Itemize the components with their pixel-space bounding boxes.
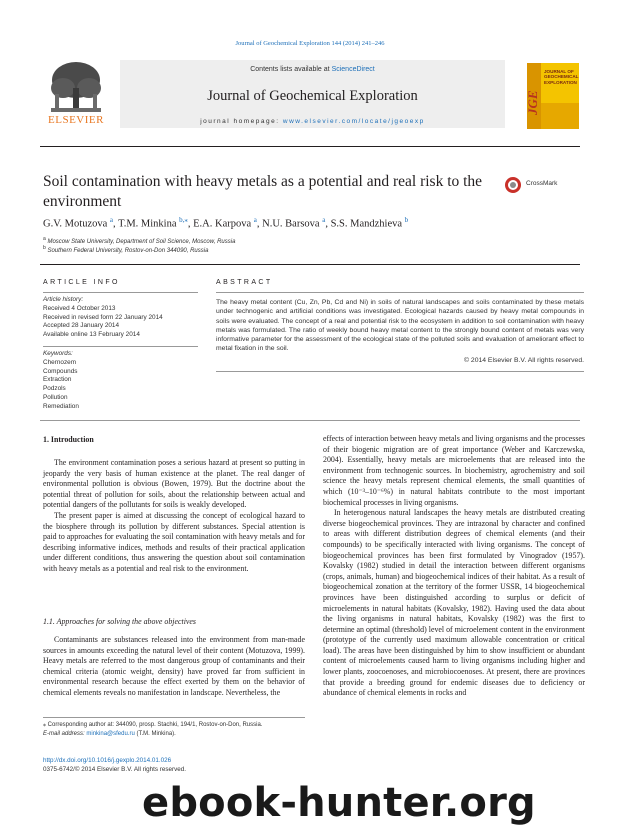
keywords-label: Keywords: <box>43 350 73 357</box>
body-paragraph: effects of interaction between heavy metals and living organisms and the processes of their biogenic migration are of great importance (Weber and Karczewska, 2004). Essentially, heavy metals are microelements that are released into the environment from technogenic sources. In biochemistry, agrochemistry and soil science the heavy metals represent chemical elements, the small quantities of which (10⁻³–10⁻⁶%) in natural habitats contribute to the most important biochemical processes in living organisms. <box>323 434 585 507</box>
body-paragraph: In heterogenous natural landscapes the heavy metals are distributed creating diverse biogeochemical provinces. They are intrazonal by character and confined to areas with different distribution degrees of chemical elements (and their compounds) to be specifically interacted with living organisms. The concept of biogeochemical provinces has been first formulated by Vinogradov (1957). Kovalsky (1982) studied in detail the interaction between different organisms (crops, animals, human) and biogeochemical indices of their habitat. As a result of biogeochemical zonation at the territory of the former USSR, 14 biogeochemical provinces have been distinguished according to surplus or deficit of microelements in natural habitats (Kovalsky, 1982). Having used the data about the living organisms in natural habitats, Kovalsky (1982) was the first to determine an optimal (threshold) level of microelement content in the environment (prototype of the currently used maximum allowable concentration or critical load). The areas have been distinguished by him to show insufficient or abundant content of microelements caused harm to living organisms including higher and lower plants, zoocoenoses, and microbiocoenoses. At present, there are provinces that provide a breeding ground for endemic diseases due to deficiency or abundance of chemical elements in rocks and <box>323 508 585 698</box>
homepage-prefix: journal homepage: <box>200 118 283 125</box>
body-column-right <box>323 434 585 699</box>
keyword: Chernozem <box>43 358 77 366</box>
author-affil-sup[interactable]: a <box>322 216 326 224</box>
journal-title: Journal of Geochemical Exploration <box>207 88 418 104</box>
abstract-copyright: © 2014 Elsevier B.V. All rights reserved. <box>464 357 584 364</box>
email-label: E-mail address: <box>43 731 87 737</box>
watermark: ebook-hunter.org <box>142 780 536 826</box>
author-name[interactable]: G.V. Motuzova <box>43 218 108 230</box>
issn-line: 0375-6742/© 2014 Elsevier B.V. All rights reserved. <box>43 765 187 773</box>
author-name[interactable]: S.S. Mandzhieva <box>330 218 403 230</box>
keyword: Remediation <box>43 402 79 410</box>
contents-availability <box>120 66 505 73</box>
history-item: Received 4 October 2013 <box>43 304 116 312</box>
body-paragraph: The present paper is aimed at discussing the concept of ecological hazard to the biosphere through its pollution by different substances. Special attention is paid to approaches for evaluating the soil contamination with heavy metals and for describing informative indices, methods and results of their practical application under different conditions, thus answering the question about soil contamination with heavy metals as a potential and real risk to the environment. <box>43 510 305 573</box>
header-rule <box>40 146 580 147</box>
author-name[interactable]: N.U. Barsova <box>262 218 320 230</box>
abstract-heading: ABSTRACT <box>216 279 273 286</box>
body-column-left <box>43 458 305 575</box>
author-list: G.V. Motuzova $^a$, T.M. Minkina $^{b,⁎}$, E.A. Karpova $^a$, N.U. Barsova $^a$, S.S. Mandzhieva $^b$ <box>43 216 409 230</box>
email-line <box>43 730 305 739</box>
publisher-logo-text: ELSEVIER <box>48 114 104 126</box>
article-info-rule <box>43 292 198 293</box>
article-history <box>43 296 193 340</box>
homepage-link[interactable]: www.elsevier.com/locate/jgeoexp <box>282 118 425 125</box>
affiliation-text: Moscow State University, Department of Soil Science, Moscow, Russia <box>47 239 236 245</box>
history-item: Accepted 28 January 2014 <box>43 322 120 330</box>
affiliation <box>43 245 208 254</box>
keywords-block <box>43 350 193 412</box>
email-suffix: (T.M. Minkina). <box>134 731 176 737</box>
author-affil-sup[interactable]: a <box>253 216 257 224</box>
author-affil-sup[interactable]: b,⁎ <box>179 216 188 224</box>
keyword: Pollution <box>43 393 68 401</box>
journal-citation[interactable]: Journal of Geochemical Exploration 144 (2014) 241–246 <box>235 40 385 47</box>
section-rule <box>40 264 580 265</box>
subsection-heading: 1.1. Approaches for solving the above objectives <box>43 617 196 626</box>
affiliation-sup: b <box>43 245 46 251</box>
keyword: Compounds <box>43 367 78 375</box>
email-link[interactable]: minkina@sfedu.ru <box>86 731 135 737</box>
elsevier-logo <box>41 58 111 130</box>
keyword: Podzols <box>43 385 66 393</box>
affiliation <box>43 236 235 245</box>
crossmark-label: CrossMark <box>526 180 558 187</box>
body-paragraph: Contaminants are substances released into the environment from man-made sources in amounts exceeding the natural level of their content (Motuzova, 1999). Heavy metals are referred to the most dangerous group of contaminants and their chemical criteria (atomic weight, density) have proved far from sufficient in environmental research because the effect exerted by them on the behavior of chemical elements reveals no manifestation in landscape. Nevertheless, the <box>43 635 305 697</box>
keywords-rule <box>43 346 198 347</box>
crossmark-icon <box>503 176 523 194</box>
cover-jge-text: JGE <box>525 90 540 115</box>
journal-cover <box>527 63 579 129</box>
author-affil-sup[interactable]: a <box>109 216 113 224</box>
affiliation-text: Southern Federal University, Rostov-on-Don 344090, Russia <box>47 248 209 254</box>
article-title: Soil contamination with heavy metals as a potential and real risk to the environment <box>43 173 483 210</box>
abstract-rule <box>216 292 584 293</box>
author-affil-sup[interactable]: b <box>404 216 409 224</box>
keyword: Extraction <box>43 376 72 384</box>
author-name[interactable]: T.M. Minkina <box>118 218 177 230</box>
article-info-heading: ARTICLE INFO <box>43 279 120 286</box>
history-item: Received in revised form 22 January 2014 <box>43 313 163 321</box>
corresponding-author-note: ⁎ Corresponding author at: 344090, prosp. Stachki, 194/1, Rostov-on-Don, Russia. <box>43 722 263 728</box>
contents-prefix: Contents lists available at <box>250 66 332 73</box>
doi-block <box>43 757 186 774</box>
affiliation-sup: a <box>43 236 46 242</box>
footnote-rule <box>43 717 305 718</box>
abstract-end-rule <box>216 371 584 372</box>
doi-link[interactable]: http://dx.doi.org/10.1016/j.gexplo.2014.01.026 <box>43 757 172 764</box>
author-name[interactable]: E.A. Karpova <box>193 218 252 230</box>
body-paragraph: The environment contamination poses a serious hazard at present so putting in jeopardy the very basis of human existence at the planet. The real danger of environmental pollution is obvious (Bowen, 1979). But the doctrine about the potential threat of pollution for soils, about the relationship between actual and potential dangers of the pollutants for soils is weakly developed. <box>43 458 305 510</box>
cover-title-text: JOURNAL OF GEOCHEMICAL EXPLORATION <box>544 69 579 85</box>
history-item: Available online 13 February 2014 <box>43 331 140 339</box>
abstract-text: The heavy metal content (Cu, Zn, Pb, Cd and Ni) in soils of natural landscapes and soils contaminated by these metals under technogenic and artificial conditions was investigated. Ecological hazards caused by heavy metal compounds in soils were evaluated. The concept of a real and potential risk to the ecosystem in addition to soil contamination with heavy metals was formulated. The ratio of weekly bound heavy metal content to the strongly bound content of metals was very informative parameter for the assessment of the ecological state of the polluted soils and evaluation of ameliorant effect to metal fixation in the soil. <box>216 299 584 353</box>
footnote <box>43 721 305 739</box>
section-heading: 1. Introduction <box>43 435 94 444</box>
history-label: Article history: <box>43 296 84 303</box>
sciencedirect-link[interactable]: ScienceDirect <box>331 66 375 73</box>
body-rule <box>40 420 580 421</box>
journal-homepage <box>120 118 505 125</box>
body-column-left-2 <box>43 635 305 699</box>
